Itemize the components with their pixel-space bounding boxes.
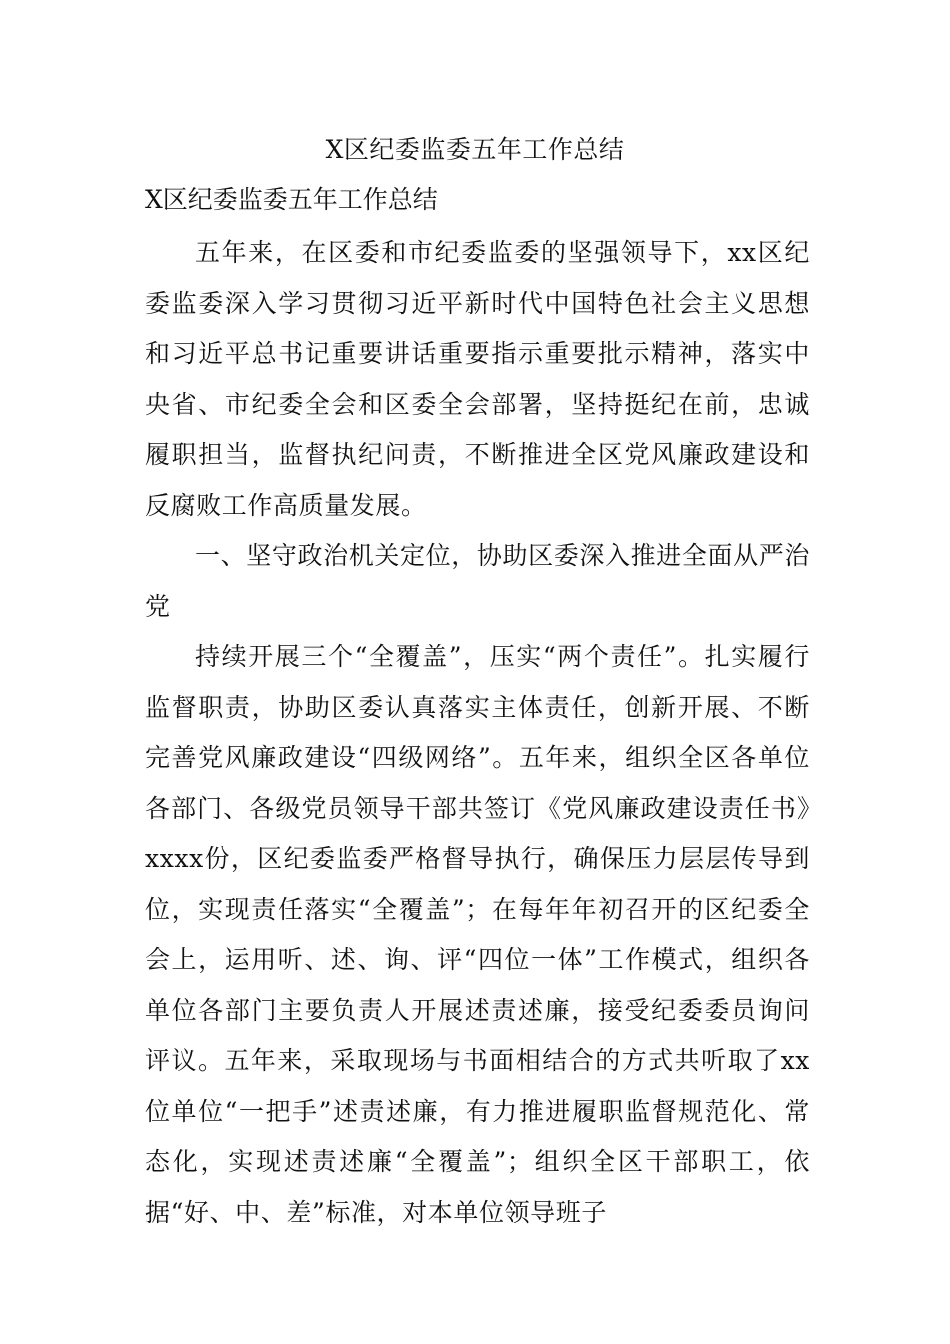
document-title: X区纪委监委五年工作总结 (325, 135, 625, 164)
body-paragraph: 持续开展三个“全覆盖”，压实“两个责任”。扎实履行监督职责，协助区委认真落实主体责任，创新开展、不断完善党风廉政建设“四级网络”。五年来，组织全区各单位各部门、各级党员领导干部共签订《党风廉政建设责任书》xxxx份，区纪委监委严格督导执行，确保压力层层传导到位，实现责任落实“全覆盖”；在每年年初召开的区纪委全会上，运用听、述、询、评“四位一体”工作模式，组织各单位各部门主要负责人开展述责述廉，接受纪委委员询问评议。五年来，采取现场与书面相结合的方式共听取了xx位单位“一把手”述责述廉，有力推进履职监督规范化、常态化，实现述责述廉“全覆盖”；组织全区干部职工，依据“好、中、差”标准，对本单位领导班子 (145, 642, 810, 1227)
document-subtitle: X区纪委监委五年工作总结 (145, 185, 438, 214)
intro-paragraph: 五年来，在区委和市纪委监委的坚强领导下，xx区纪委监委深入学习贯彻习近平新时代中国特色社会主义思想和习近平总书记重要讲话重要指示重要批示精神，落实中央省、市纪委全会和区委全会部署，坚持挺纪在前，忠诚履职担当，监督执纪问责，不断推进全区党风廉政建设和反腐败工作高质量发展。 (145, 238, 810, 520)
section-heading: 一、坚守政治机关定位，协助区委深入推进全面从严治党 (145, 541, 810, 621)
document-body (145, 228, 810, 1238)
